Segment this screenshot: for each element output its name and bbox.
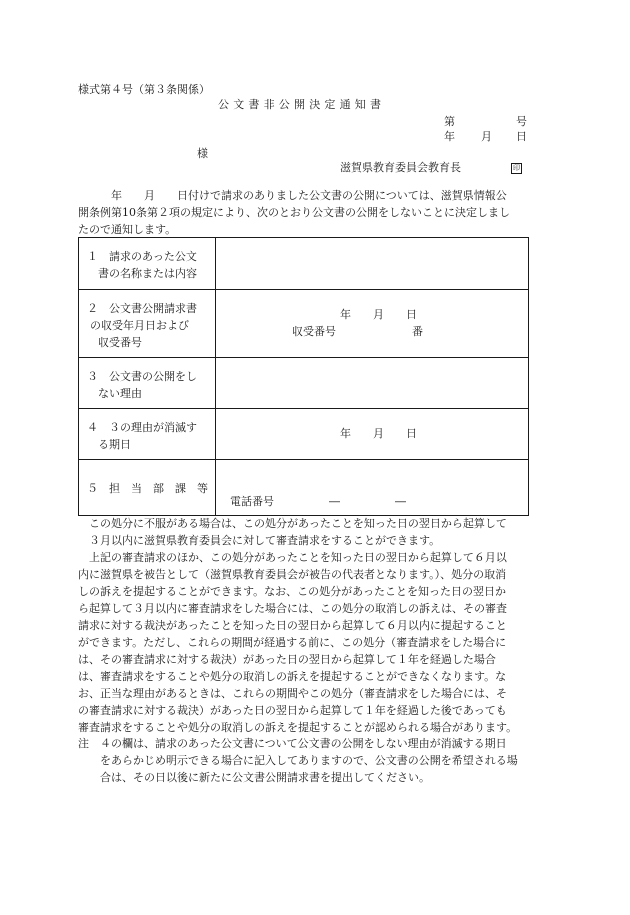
row3-label-line1: ３ 公文書の公開をし	[87, 370, 197, 383]
table-row	[79, 409, 529, 460]
p2-line-1: 上記の審査請求のほか、この処分があったことを知った日の翌日から起算して６月以	[89, 551, 507, 564]
row1-label-line1: １ 請求のあった公文	[87, 250, 197, 263]
row-label-cell	[79, 238, 216, 290]
page-title: 公文書非公開決定通知書	[218, 98, 386, 111]
p1-line-2: ３月以内に滋賀県教育委員会に対して審査請求をすることができます。	[89, 534, 441, 547]
row4-value-cell	[216, 409, 529, 460]
p2-line-5: 請求に対する裁決があったことを知った日の翌日から起算して６月以内に提起すること	[78, 619, 507, 632]
row2-number-prefix: 収受番号	[292, 325, 336, 338]
p2-line-11: 審査請求をすることや処分の取消しの訴えを提起することが認められる場合があります。	[78, 721, 518, 734]
row4-date: 年 月 日	[340, 427, 417, 440]
table-row	[79, 358, 529, 409]
row4-label-line2: る期日	[98, 438, 131, 451]
lawsuit-paragraph	[78, 549, 530, 736]
doc-number-suffix: 号	[516, 115, 527, 128]
form-number: 様式第４号（第３条関係）	[78, 83, 210, 96]
doc-number-prefix: 第	[444, 115, 455, 128]
intro-line-2: 開条例第10条第２項の規定により、次のとおり公文書の公開をしないことに決定しまし	[78, 206, 510, 219]
note-line-3: 合は、その日以後に新たに公文書公開請求書を提出してください。	[100, 771, 430, 784]
table-row	[79, 238, 529, 290]
row4-label-line1: ４ ３の理由が消滅す	[87, 421, 197, 434]
intro-line-3: たので通知します。	[78, 223, 177, 236]
date-year-label: 年	[444, 130, 455, 143]
row3-value-cell	[216, 358, 529, 409]
p2-line-9: お、正当な理由があるときは、これらの期間やこの処分（審査請求をした場合には、そ	[78, 687, 507, 700]
note-paragraph	[78, 735, 530, 786]
row-label-cell	[79, 409, 216, 460]
p2-line-8: は、審査請求をすることや処分の取消しの訴えを提起することができなくなります。な	[78, 670, 507, 683]
seal-mark: 印	[513, 164, 520, 172]
p2-line-4: ら起算して３月以内に審査請求をした場合には、この処分の取消しの訴えは、その審査	[78, 602, 507, 615]
row1-value-cell	[216, 238, 529, 290]
row5-phone: 電話番号 ― ―	[230, 495, 406, 508]
addressee-suffix: 様	[197, 147, 208, 160]
row2-label-line1: ２ 公文書公開請求書	[87, 302, 197, 315]
row2-date: 年 月 日	[340, 308, 417, 321]
decision-table	[78, 237, 529, 516]
p1-line-1: この処分に不服がある場合は、この処分があったことを知った日の翌日から起算して	[89, 517, 507, 530]
row-label-cell	[79, 358, 216, 409]
date-day-label: 日	[516, 130, 527, 143]
row2-number-suffix: 番	[412, 325, 423, 338]
row3-label-line2: ない理由	[98, 387, 142, 400]
sender-line	[340, 160, 522, 176]
p2-line-6: ができます。ただし、これらの期間が経過する前に、この処分（審査請求をした場合に	[78, 636, 507, 649]
row5-label-line1: ５ 担 当 部 課 等	[87, 482, 208, 495]
row2-label-line3: 収受番号	[98, 336, 142, 349]
row-label-cell	[79, 460, 216, 516]
table-row	[79, 290, 529, 358]
intro-line-1: 年 月 日付けで請求のありました公文書の公開については、滋賀県情報公	[78, 189, 507, 202]
p2-line-2: 内に滋賀県を被告として（滋賀県教育委員会が被告の代表者となります。）、処分の取消	[78, 568, 507, 581]
row-label-cell	[79, 290, 216, 358]
appeal-paragraph	[78, 515, 530, 549]
p2-line-3: しの訴えを提起することができます。なお、この処分があったことを知った日の翌日か	[78, 585, 507, 598]
row2-value-cell	[216, 290, 529, 358]
p2-line-7: は、その審査請求に対する裁決）があった日の翌日から起算して１年を経過した場合	[78, 653, 496, 666]
row1-label-line2: 書の名称または内容	[98, 267, 197, 280]
note-line-1: 注 ４の欄は、請求のあった公文書について公文書の公開をしない理由が消滅する期日	[78, 737, 507, 750]
intro-paragraph	[78, 187, 530, 238]
table-row	[79, 460, 529, 516]
sender-name: 滋賀県教育委員会教育長	[340, 161, 461, 174]
date-month-label: 月	[481, 130, 492, 143]
p2-line-10: の審査請求に対する裁決）があった日の翌日から起算して１年を経過した後であっても	[78, 704, 507, 717]
row5-value-cell	[216, 460, 529, 516]
note-line-2: をあらかじめ明示できる場合に記入してありますので、公文書の公開を希望される場	[100, 754, 518, 767]
row2-label-line2: の収受年月日および	[90, 319, 189, 332]
